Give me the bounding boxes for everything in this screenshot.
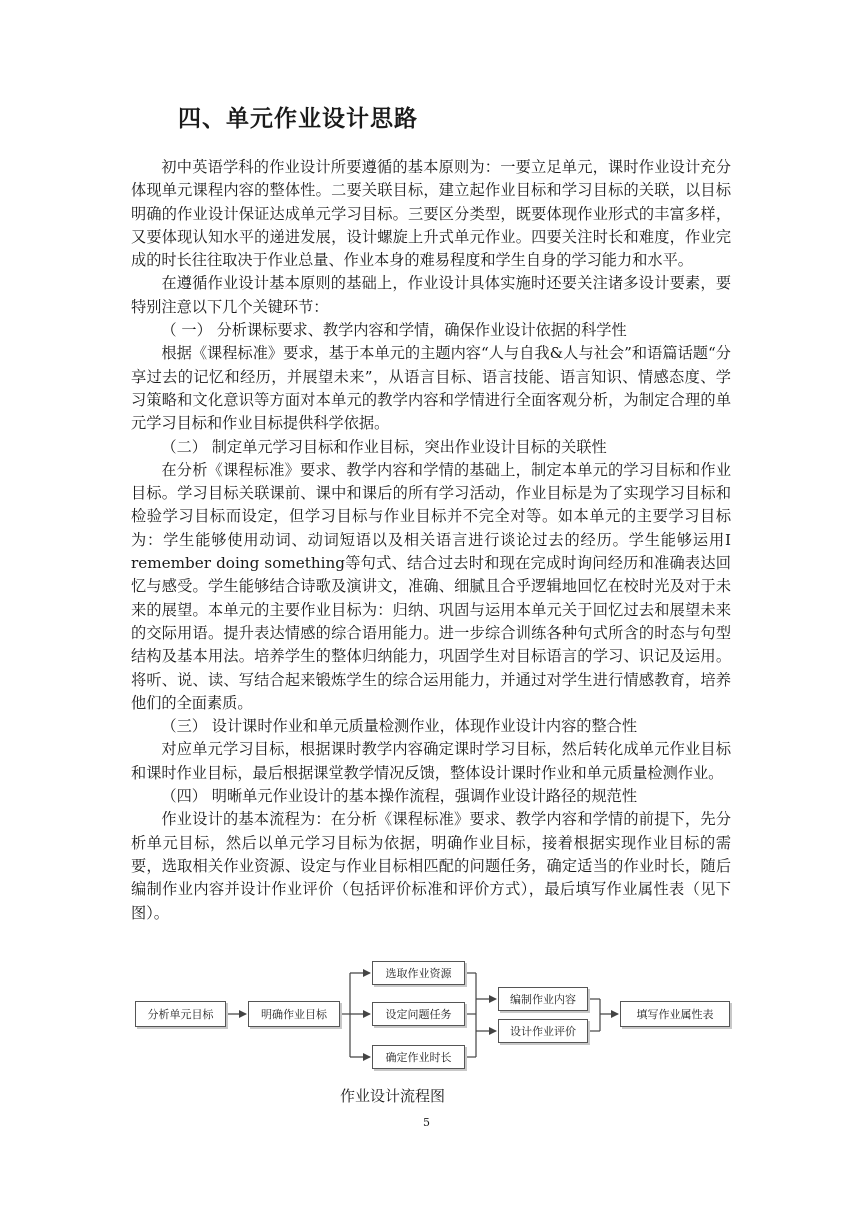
paragraph-integration: 对应单元学习目标，根据课时教学内容确定课时学习目标，然后转化成单元作业目标和课时作业目标，最后根据课堂教学情况反馈，整体设计课时作业和单元质量检测作业。	[131, 740, 731, 782]
flow-node-analyze: 分析单元目标	[135, 1001, 226, 1027]
flow-node-duration: 确定作业时长	[372, 1045, 465, 1069]
page-number: 5	[423, 1116, 430, 1129]
figure-caption: 作业设计流程图	[340, 1087, 446, 1105]
paragraph-principles: 初中英语学科的作业设计所要遵循的基本原则为：一要立足单元，课时作业设计充分体现单元课程内容的整体性。二要关联目标，建立起作业目标和学习目标的关联，以目标明确的作业设计保证达成单元学习目标。三要区分类型，既要体现作业形式的丰富多样，又要体现认知水平的递进发展，设计螺旋上升式单元作业。四要关注时长和难度，作业完成的时长往往取决于作业总量、作业本身的难易程度和学生自身的学习能力和水平。	[131, 158, 731, 270]
paragraph-goals: 在分析《课程标准》要求、教学内容和学情的基础上，制定本单元的学习目标和作业目标。学习目标关联课前、课中和课后的所有学习活动，作业目标是为了实现学习目标和检验学习目标而设定，但学习目标与作业目标并不完全对等。如本单元的主要学习目标为：学生能够使用动词、动词短语以及相关语言进行谈论过去的经历。学生能够运用I remember doing something等句式、结合过去时和现在完成时询问经历和准确表达回忆与感受。学生能够结合诗歌及演讲文，准确、细腻且合乎逻辑地回忆在校时光及对于未来的展望。本单元的主要作业目标为：归纳、巩固与运用本单元关于回忆过去和展望未来的交际用语。提升表达情感的综合语用能力。进一步综合训练各种句式所含的时态与句型结构及基本用法。培养学生的整体归纳能力，巩固学生对目标语言的学习、识记及运用。将听、说、读、写结合起来锻炼学生的综合运用能力，并通过对学生进行情感教育，培养他们的全面素质。	[131, 460, 731, 712]
flow-node-clarify: 明确作业目标	[248, 1001, 340, 1027]
paragraph-workflow: 作业设计的基本流程为：在分析《课程标准》要求、教学内容和学情的前提下，先分析单元目标，然后以单元学习目标为依据，明确作业目标，接着根据实现作业目标的需要，选取相关作业资源、设定与作业目标相匹配的问题任务，确定适当的作业时长，随后编制作业内容并设计作业评价（包括评价标准和评价方式），最后填写作业属性表（见下图）。	[131, 810, 731, 922]
body-text	[131, 156, 731, 925]
flow-node-compile: 编制作业内容	[498, 987, 588, 1011]
paragraph-key-steps: 在遵循作业设计基本原则的基础上，作业设计具体实施时还要关注诸多设计要素，要特别注意以下几个关键环节：	[131, 274, 731, 316]
subheading-3: （三） 设计课时作业和单元质量检测作业，体现作业设计内容的整合性	[161, 717, 638, 736]
subheading-2: （二） 制定单元学习目标和作业目标，突出作业设计目标的关联性	[161, 437, 607, 456]
flow-node-set-task: 设定问题任务	[372, 1002, 465, 1026]
subheading-1: （ 一） 分析课标要求、教学内容和学情，确保作业设计依据的科学性	[161, 321, 627, 340]
flow-node-fill: 填写作业属性表	[620, 1001, 730, 1027]
flow-node-evaluate: 设计作业评价	[498, 1019, 588, 1043]
section-heading: 四、单元作业设计思路	[178, 106, 418, 132]
flow-node-select: 选取作业资源	[372, 961, 465, 985]
subheading-4: （四） 明晰单元作业设计的基本操作流程，强调作业设计路径的规范性	[161, 787, 638, 806]
paragraph-analysis: 根据《课程标准》要求，基于本单元的主题内容“人与自我&人与社会”和语篇话题“分享过去的记忆和经历，并展望未来”，从语言目标、语言技能、语言知识、情感态度、学习策略和文化意识等方面对本单元的教学内容和学情进行全面客观分析，为制定合理的单元学习目标和作业目标提供科学依据。	[131, 344, 731, 433]
